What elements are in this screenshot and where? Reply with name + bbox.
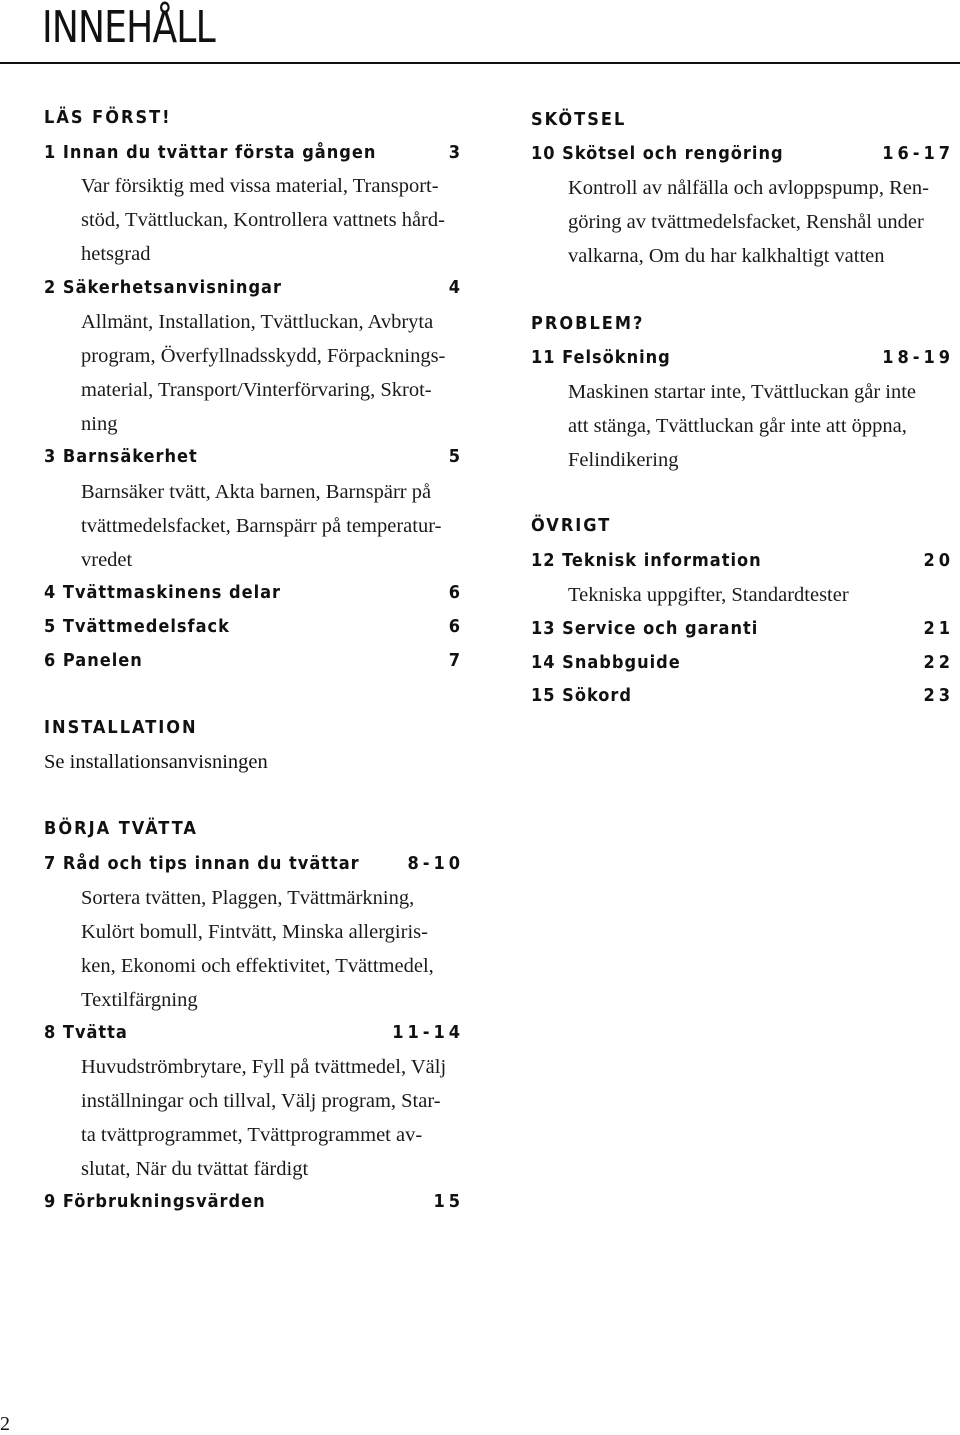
toc-entry-page: 22 xyxy=(923,652,954,673)
toc-entry-page: 7 xyxy=(448,650,464,671)
toc-entry-label: 11 Felsökning xyxy=(531,347,671,368)
toc-entry-label: 2 Säkerhetsanvisningar xyxy=(44,277,282,298)
toc-entry-8[interactable] xyxy=(44,1021,464,1045)
toc-entry-page: 4 xyxy=(448,277,464,298)
toc-entry-label: 10 Skötsel och rengöring xyxy=(531,143,784,164)
toc-entry-4[interactable] xyxy=(44,581,464,605)
toc-entry-page: 6 xyxy=(448,616,464,637)
toc-entry-label: 6 Panelen xyxy=(44,650,143,671)
toc-entry-1-description: Var försiktig med vissa material, Transport- stöd, Tvättluckan, Kontrollera vattnets hård- hetsgrad xyxy=(81,175,445,265)
toc-entry-11-description: Maskinen startar inte, Tvättluckan går inte att stänga, Tvättluckan går inte att öppna, Felindikering xyxy=(568,381,917,471)
toc-entry-page: 3 xyxy=(448,142,464,163)
page-number: 2 xyxy=(0,1413,10,1435)
toc-entry-page: 21 xyxy=(923,618,954,639)
toc-entry-12-description: Tekniska uppgifter, Standardtester xyxy=(568,584,849,606)
toc-entry-3[interactable] xyxy=(44,445,464,469)
section-heading-problem: PROBLEM? xyxy=(531,313,645,334)
toc-entry-page: 11-14 xyxy=(392,1022,464,1043)
toc-entry-label: 13 Service och garanti xyxy=(531,618,759,639)
toc-entry-label: 3 Barnsäkerhet xyxy=(44,446,198,467)
toc-entry-label: 15 Sökord xyxy=(531,685,632,706)
toc-entry-page: 20 xyxy=(923,550,954,571)
toc-entry-label: 14 Snabbguide xyxy=(531,652,681,673)
toc-entry-14[interactable] xyxy=(531,651,954,675)
toc-left-column xyxy=(44,0,464,1435)
toc-right-column xyxy=(531,0,954,1435)
toc-entry-2-description: Allmänt, Installation, Tvättluckan, Avbryta program, Överfyllnadsskydd, Förpacknings- material, Transport/Vinterförvaring, Skrot- ning xyxy=(81,311,446,435)
toc-entry-page: 6 xyxy=(448,582,464,603)
toc-entry-13[interactable] xyxy=(531,617,954,641)
toc-entry-10-description: Kontroll av nålfälla och avloppspump, Ren- göring av tvättmedelsfacket, Renshål under valkarna, Om du har kalkhaltigt vatten xyxy=(568,177,929,267)
toc-entry-10[interactable] xyxy=(531,142,954,166)
toc-entry-label: 5 Tvättmedelsfack xyxy=(44,616,230,637)
toc-entry-6[interactable] xyxy=(44,649,464,673)
toc-entry-2[interactable] xyxy=(44,276,464,300)
toc-entry-page: 5 xyxy=(448,446,464,467)
toc-entry-11[interactable] xyxy=(531,346,954,370)
toc-entry-page: 8-10 xyxy=(407,853,464,874)
toc-entry-label: 7 Råd och tips innan du tvättar xyxy=(44,853,360,874)
toc-entry-1[interactable] xyxy=(44,141,464,165)
section-heading-ovrigt: ÖVRIGT xyxy=(531,515,612,536)
toc-entry-page: 16-17 xyxy=(882,143,954,164)
toc-entry-7-description: Sortera tvätten, Plaggen, Tvättmärkning, Kulört bomull, Fintvätt, Minska allergiris- ken, Ekonomi och effektivitet, Tvättmedel, Textilfärgning xyxy=(81,887,434,1011)
toc-entry-label: 1 Innan du tvättar första gången xyxy=(44,142,377,163)
toc-entry-15[interactable] xyxy=(531,684,954,708)
toc-entry-page: 23 xyxy=(923,685,954,706)
toc-entry-label: 4 Tvättmaskinens delar xyxy=(44,582,282,603)
toc-entry-label: 8 Tvätta xyxy=(44,1022,128,1043)
toc-entry-label: 12 Teknisk information xyxy=(531,550,762,571)
section-heading-installation: INSTALLATION xyxy=(44,717,198,738)
toc-entry-page: 18-19 xyxy=(882,347,954,368)
section-heading-las-forst: LÄS FÖRST! xyxy=(44,107,172,128)
toc-entry-label: 9 Förbrukningsvärden xyxy=(44,1191,266,1212)
page-title: INNEHÅLL xyxy=(42,2,215,53)
toc-entry-page: 15 xyxy=(433,1191,464,1212)
toc-entry-8-description: Huvudströmbrytare, Fyll på tvättmedel, Välj inställningar och tillval, Välj program, Star- ta tvättprogrammet, Tvättprogrammet av- slutat, När du tvättat färdigt xyxy=(81,1056,447,1180)
section-heading-skotsel: SKÖTSEL xyxy=(531,109,627,130)
toc-entry-5[interactable] xyxy=(44,615,464,639)
toc-entry-9[interactable] xyxy=(44,1190,464,1214)
toc-entry-12[interactable] xyxy=(531,549,954,573)
section-heading-borja-tvatta: BÖRJA TVÄTTA xyxy=(44,818,198,839)
toc-entry-3-description: Barnsäker tvätt, Akta barnen, Barnspärr på tvättmedelsfacket, Barnspärr på temperatur- vredet xyxy=(81,481,442,571)
installation-text: Se installationsanvisningen xyxy=(44,751,268,773)
toc-entry-7[interactable] xyxy=(44,852,464,876)
